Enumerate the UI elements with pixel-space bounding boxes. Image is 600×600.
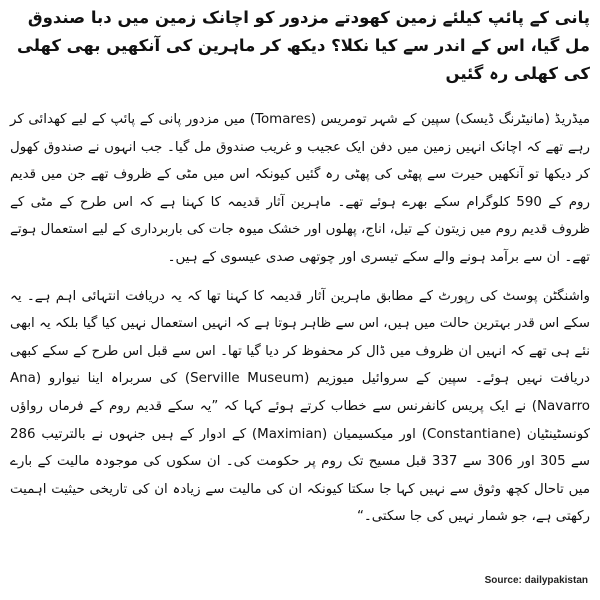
article-body	[10, 106, 590, 531]
article-paragraph-1: میڈریڈ (مانیٹرنگ ڈیسک) سپین کے شہر تومریس (Tomares) میں مزدور پانی کے پائپ کے لیے کھدائی کر رہے تھے کہ اچانک انہیں زمین میں دفن ایک عجیب و غریب صندوق مل گیا۔ جب انہوں نے صندوق کھول کر دیکھا تو آنکھیں حیرت سے پھٹی کی پھٹی رہ گئیں کیونکہ اس میں مٹی کے ظروف تھے جن میں قدیم روم کے 590 کلوگرام سکے بھرے ہوئے تھے۔ ماہرین آثار قدیمہ کا کہنا ہے کہ اس طرح کے مٹی کے ظروف قدیم روم میں زیتون کے تیل، اناج، پھلوں اور خشک میوہ جات کی باربرداری کے لیے استعمال ہوتے تھے۔ ان سے برآمد ہونے والے سکے تیسری اور چوتھی صدی عیسوی کے ہیں۔	[10, 112, 591, 265]
article-headline: پانی کے پائپ کیلئے زمین کھودتے مزدور کو اچانک زمین میں دبا صندوق مل گیا، اس کے اندر سے کیا نکلا؟ دیکھ کر ماہرین کی آنکھیں بھی کھلی کی کھلی رہ گئیں	[17, 8, 590, 83]
source-credit: Source: dailypakistan	[484, 575, 588, 586]
article-paragraph-2: واشنگٹن پوسٹ کی رپورٹ کے مطابق ماہرین آثار قدیمہ کا کہنا تھا کہ یہ دریافت انتہائی اہم ہے۔ یہ سکے اس قدر بہترین حالت میں ہیں، اس سے ظاہر ہوتا ہے کہ انہیں استعمال نہیں کیا گیا بلکہ یہ ابھی نئے ہی تھے کہ انہیں ان ظروف میں ڈال کر محفوظ کر دیا گیا تھا۔ اس سے قبل اس طرح کے سکے کبھی دریافت نہیں ہوئے۔ سپین کے سروائیل میوزیم (Serville Museum) کی سربراہ اینا نیوارو (Ana Navarro) نے ایک پریس کانفرنس سے خطاب کرتے ہوئے کہا کہ ”یہ سکے قدیم روم کے فرماں رواؤں کونسٹینٹیان (Constantiane) اور میکسیمیان (Maximian) کے ادوار کے ہیں جنہوں نے بالترتیب 286 سے 305 اور 306 سے 337 قبل مسیح تک روم پر حکومت کی۔ ان سکوں کی موجودہ مالیت کے بارے میں تاحال کچھ وثوق سے نہیں کہا جا سکتا کیونکہ ان کی مالیت سے زیادہ ان کی تاریخی حیثیت اہمیت رکھتی ہے، جو شمار نہیں کی جا سکتی۔“	[10, 288, 590, 525]
